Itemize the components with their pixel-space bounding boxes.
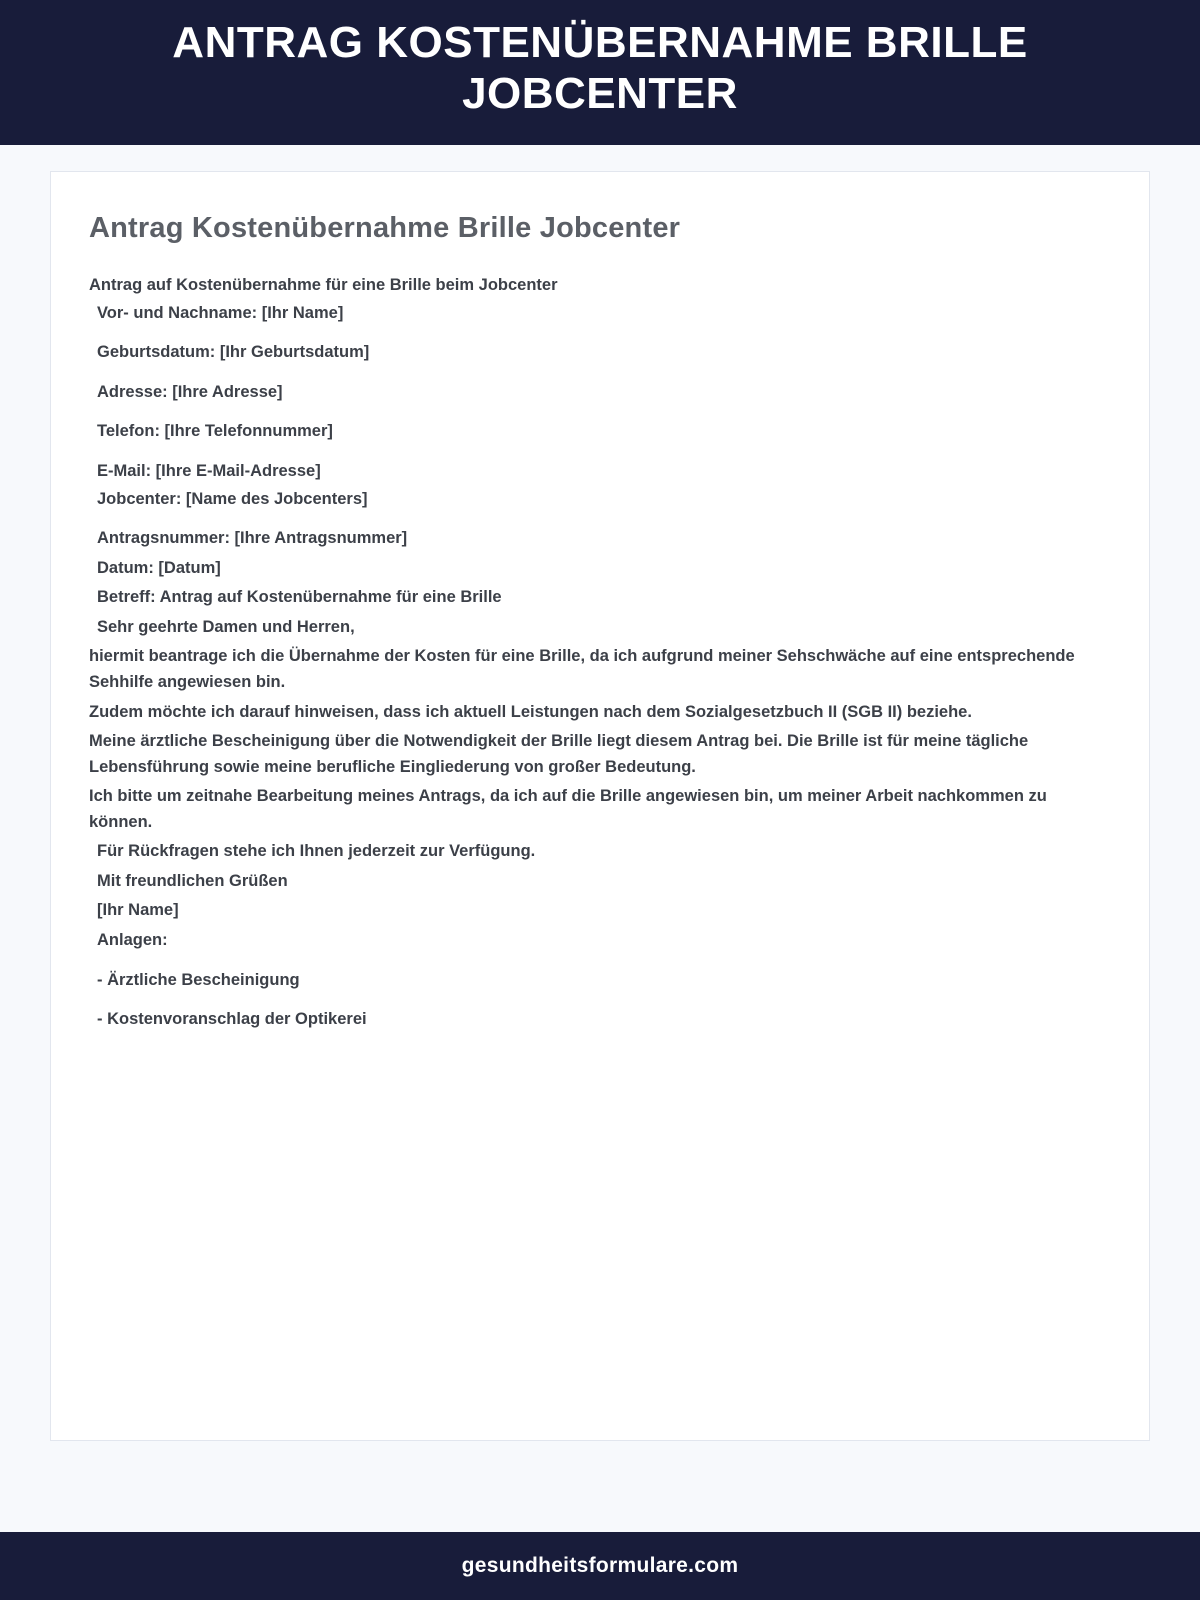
field-date: Datum: [Datum] <box>97 558 221 577</box>
field-application-number: Antragsnummer: [Ihre Antragsnummer] <box>97 529 408 548</box>
field-address: Adresse: [Ihre Adresse] <box>97 382 283 401</box>
attachment-item-1: - Ärztliche Bescheinigung <box>97 970 300 989</box>
field-subject: Betreff: Antrag auf Kostenübernahme für eine Brille <box>97 588 502 607</box>
paragraph-2: Zudem möchte ich darauf hinweisen, dass ich aktuell Leistungen nach dem Sozialgesetzbuch II (SGB II) beziehe. <box>89 702 972 721</box>
signature-line: [Ihr Name] <box>97 901 179 920</box>
field-email: E-Mail: [Ihre E-Mail-Adresse] <box>97 462 321 480</box>
spacer <box>89 958 1111 968</box>
salutation-line: Sehr geehrte Damen und Herren, <box>97 617 355 636</box>
paragraph-3: Meine ärztliche Bescheinigung über die Notwendigkeit der Brille liegt diesem Antrag bei. Die Brille ist für meine tägliche Lebensführung sowie meine berufliche Eingliederung von großer Bedeutung. <box>89 732 1029 776</box>
intro-line: Antrag auf Kostenübernahme für eine Brille beim Jobcenter <box>89 276 558 295</box>
page-title: ANTRAG KOSTENÜBERNAHME BRILLE JOBCENTER <box>172 18 1028 118</box>
attachment-item-2: - Kostenvoranschlag der Optikerei <box>97 1010 367 1029</box>
attachments-label: Anlagen: <box>97 931 168 949</box>
field-phone: Telefon: [Ihre Telefonnummer] <box>97 422 333 441</box>
paragraph-4: Ich bitte um zeitnahe Bearbeitung meines Antrags, da ich auf die Brille angewiesen bin, um meiner Arbeit nachkommen zu können. <box>89 787 1047 831</box>
content-area <box>0 145 1200 1502</box>
field-birthdate: Geburtsdatum: [Ihr Geburtsdatum] <box>97 343 370 362</box>
footer-banner <box>0 1532 1200 1600</box>
field-jobcenter: Jobcenter: [Name des Jobcenters] <box>97 489 368 508</box>
paragraph-1: hiermit beantrage ich die Übernahme der Kosten für eine Brille, da ich aufgrund meiner Sehschwäche auf eine entsprechende Sehhilfe angewiesen bin. <box>89 647 1075 691</box>
footer-site-name: gesundheitsformulare.com <box>461 1554 739 1577</box>
header-banner <box>0 0 1200 145</box>
document-body <box>89 273 1111 1033</box>
document-sheet <box>50 171 1150 1441</box>
closing-line: Mit freundlichen Grüßen <box>97 871 288 890</box>
field-name: Vor- und Nachname: [Ihr Name] <box>97 303 344 322</box>
document-heading: Antrag Kostenübernahme Brille Jobcenter <box>89 212 681 245</box>
paragraph-5: Für Rückfragen stehe ich Ihnen jederzeit zur Verfügung. <box>97 842 536 861</box>
